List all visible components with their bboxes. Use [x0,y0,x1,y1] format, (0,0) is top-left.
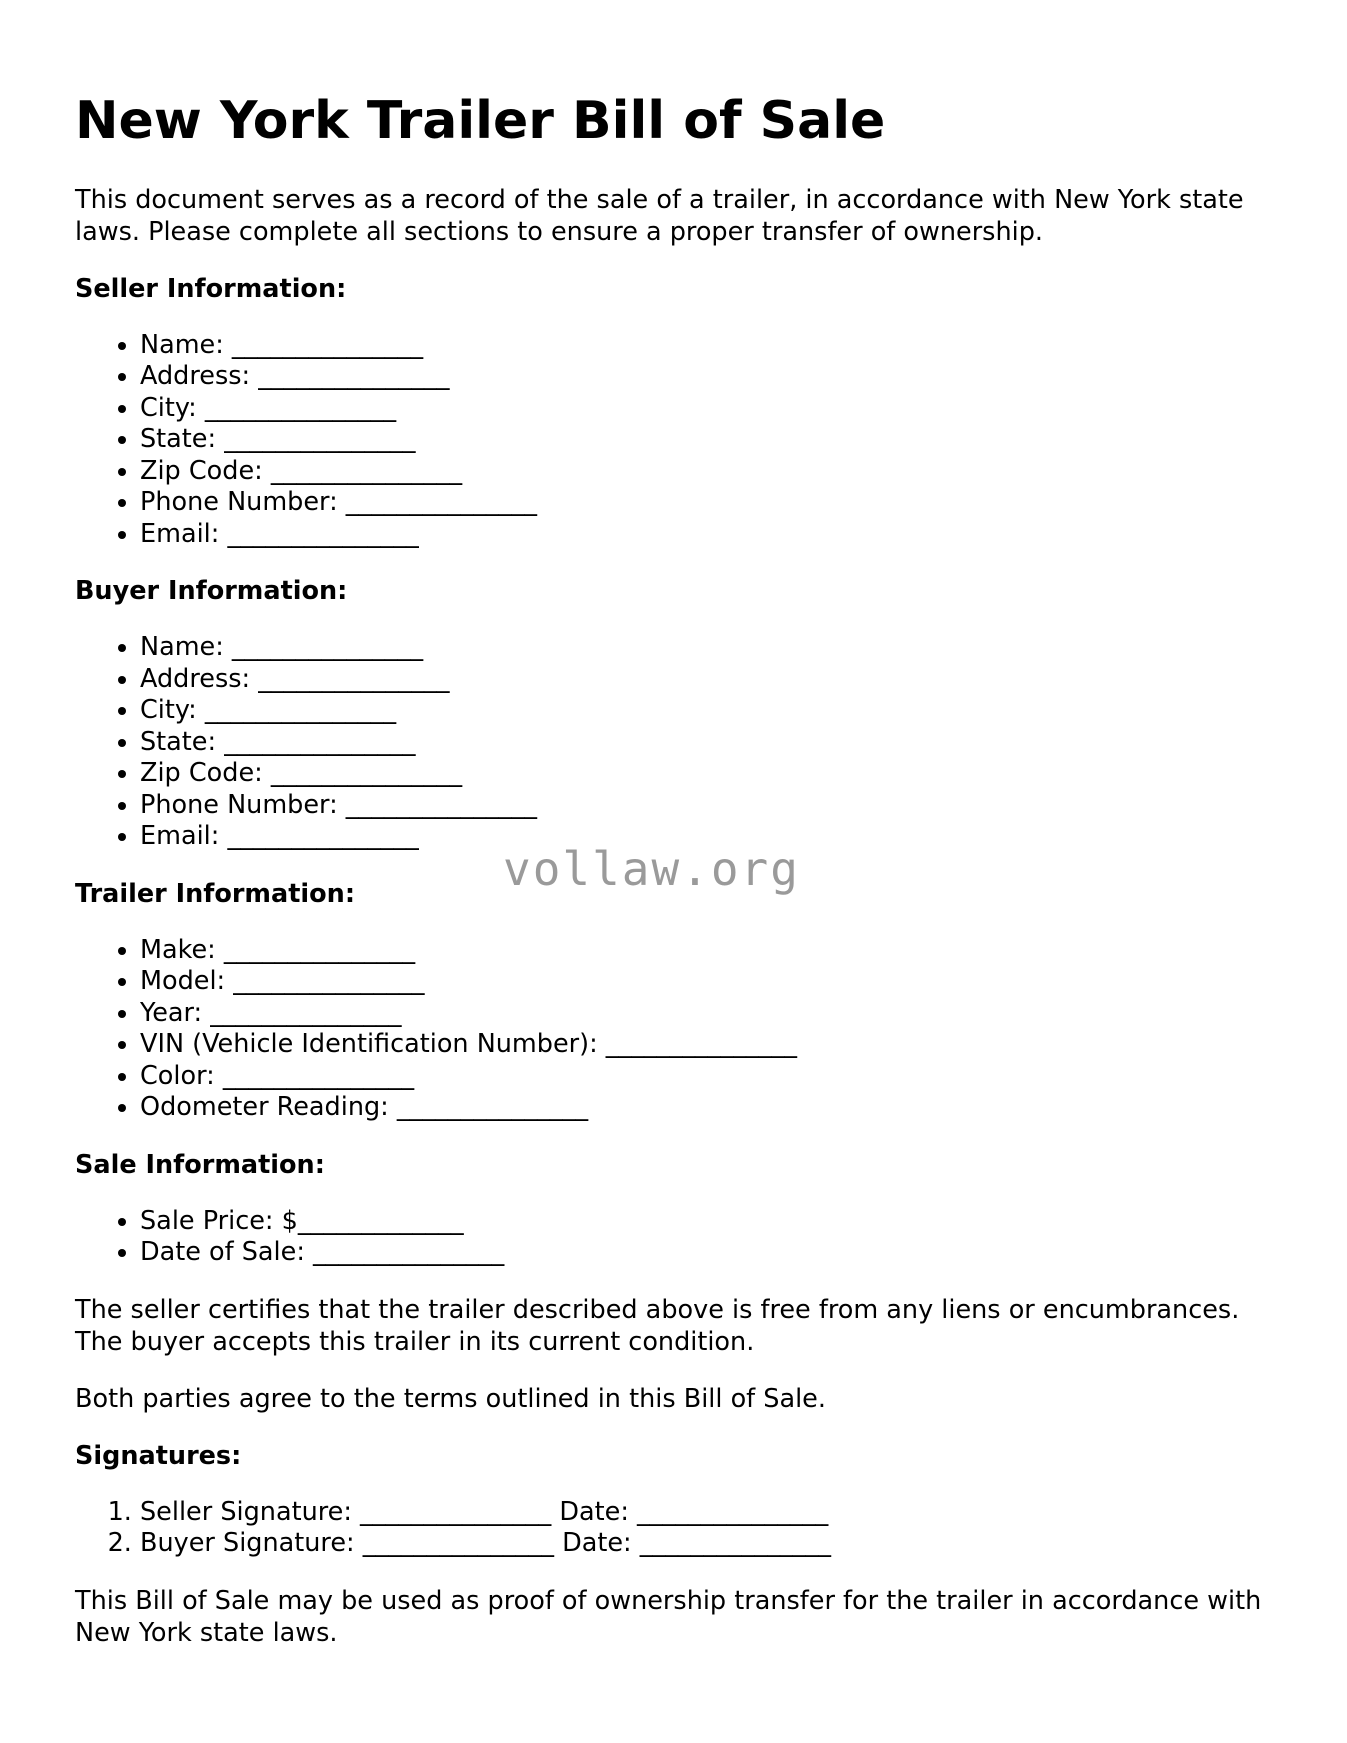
trailer-vin-field: • VIN (Vehicle Identification Number): _______________ [140,1029,1275,1061]
buyer-address-field: • Address: _______________ [140,664,1275,696]
agreement-paragraph: Both parties agree to the terms outlined in this Bill of Sale. [75,1383,826,1414]
sale-price-field: • Sale Price: $_____________ [140,1206,1275,1238]
document-title: New York Trailer Bill of Sale [75,91,886,151]
watermark: vollaw.org [503,842,800,896]
seller-city-field: • City: _______________ [140,393,1275,425]
buyer-city-field: • City: _______________ [140,695,1275,727]
buyer-state-field: • State: _______________ [140,727,1275,759]
buyer-zip-field: • Zip Code: _______________ [140,758,1275,790]
sale-heading: Sale Information: [75,1149,325,1180]
seller-name-field: • Name: _______________ [140,330,1275,362]
buyer-field-list [75,632,1275,853]
seller-zip-field: • Zip Code: _______________ [140,456,1275,488]
seller-signature-line: 1. Seller Signature: _______________ Date: _______________ [140,1497,1275,1529]
certification-paragraph: The seller certifies that the trailer described above is free from any liens or encumbrances. The buyer accepts this trailer in its current condition. [75,1294,1240,1357]
seller-field-list [75,330,1275,551]
buyer-signature-line: 2. Buyer Signature: _______________ Date: _______________ [140,1528,1275,1560]
seller-state-field: • State: _______________ [140,424,1275,456]
signature-list [75,1497,1275,1560]
buyer-email-field: • Email: _______________ [140,821,1275,853]
buyer-phone-field: • Phone Number: _______________ [140,790,1275,822]
buyer-name-field: • Name: _______________ [140,632,1275,664]
trailer-year-field: • Year: _______________ [140,998,1275,1030]
trailer-make-field: • Make: _______________ [140,935,1275,967]
trailer-heading: Trailer Information: [75,878,356,909]
seller-email-field: • Email: _______________ [140,519,1275,551]
seller-phone-field: • Phone Number: _______________ [140,487,1275,519]
closing-paragraph: This Bill of Sale may be used as proof of ownership transfer for the trailer in accordance with New York state laws. [75,1585,1262,1648]
signatures-heading: Signatures: [75,1440,242,1471]
seller-address-field: • Address: _______________ [140,361,1275,393]
sale-date-field: • Date of Sale: _______________ [140,1237,1275,1269]
trailer-odometer-field: • Odometer Reading: _______________ [140,1092,1275,1124]
seller-heading: Seller Information: [75,273,347,304]
trailer-field-list [75,935,1275,1124]
sale-field-list [75,1206,1275,1269]
intro-paragraph: This document serves as a record of the sale of a trailer, in accordance with New York state laws. Please complete all sections to ensure a proper transfer of ownership. [75,184,1244,247]
trailer-color-field: • Color: _______________ [140,1061,1275,1093]
buyer-heading: Buyer Information: [75,576,348,607]
trailer-model-field: • Model: _______________ [140,966,1275,998]
